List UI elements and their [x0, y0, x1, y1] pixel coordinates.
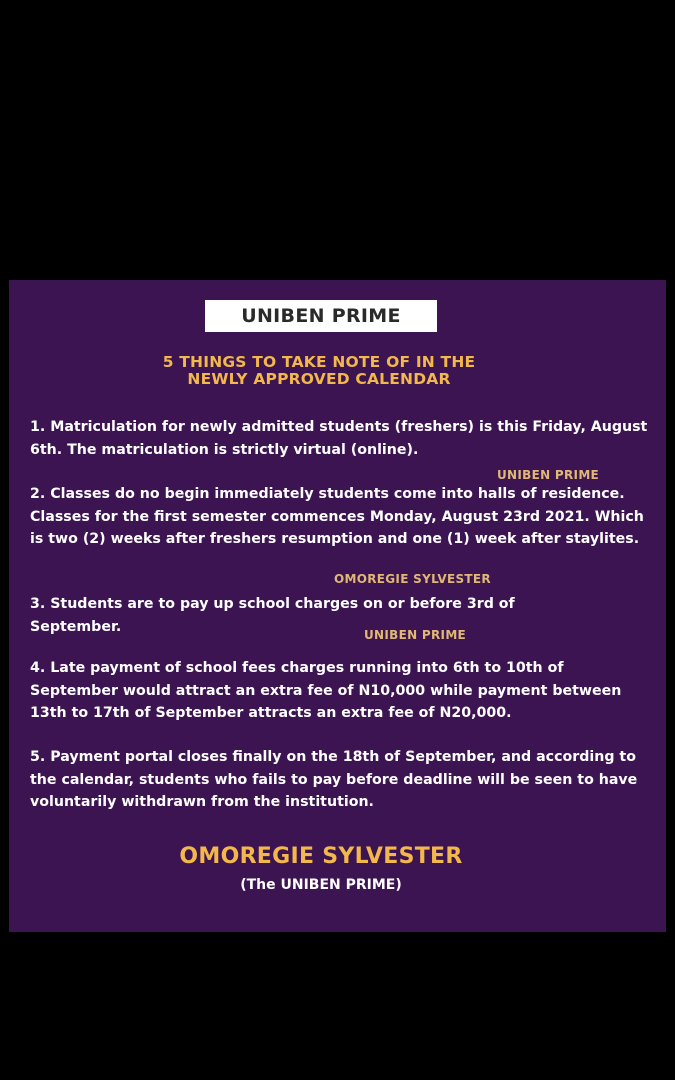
point-5: 5. Payment portal closes finally on the 18th of September, and according to the calendar, students who fails to pay before deadline will be seen to have voluntarily withdrawn from the institution. [30, 749, 638, 810]
signature-name: OMOREGIE SYLVESTER [179, 844, 463, 869]
watermark-uniben-prime: UNIBEN PRIME [497, 468, 600, 482]
signature-title: (The UNIBEN PRIME) [240, 877, 402, 893]
announcement-card [9, 280, 666, 932]
headline-line-1: 5 THINGS TO TAKE NOTE OF IN THE [162, 353, 476, 371]
point-2: 2. Classes do no begin immediately students come into halls of residence. Classes for the first semester commences Monday, August 23rd 2021. Which is two (2) weeks after freshers resumption and one (1) week after staylites. [30, 486, 644, 547]
watermark-omoregie-sylvester: OMOREGIE SYLVESTER [334, 572, 491, 586]
watermark-uniben-prime-2: UNIBEN PRIME [364, 628, 467, 642]
point-1: 1. Matriculation for newly admitted students (freshers) is this Friday, August 6th. The matriculation is strictly virtual (online). [30, 419, 648, 458]
brand-label: UNIBEN PRIME [205, 300, 437, 332]
point-4: 4. Late payment of school fees charges running into 6th to 10th of September would attract an extra fee of N10,000 while payment between 13th to 17th of September attracts an extra fee of N20,000. [30, 660, 622, 721]
headline-line-2: NEWLY APPROVED CALENDAR [187, 370, 451, 388]
point-3: 3. Students are to pay up school charges on or before 3rd of September. [30, 596, 515, 635]
